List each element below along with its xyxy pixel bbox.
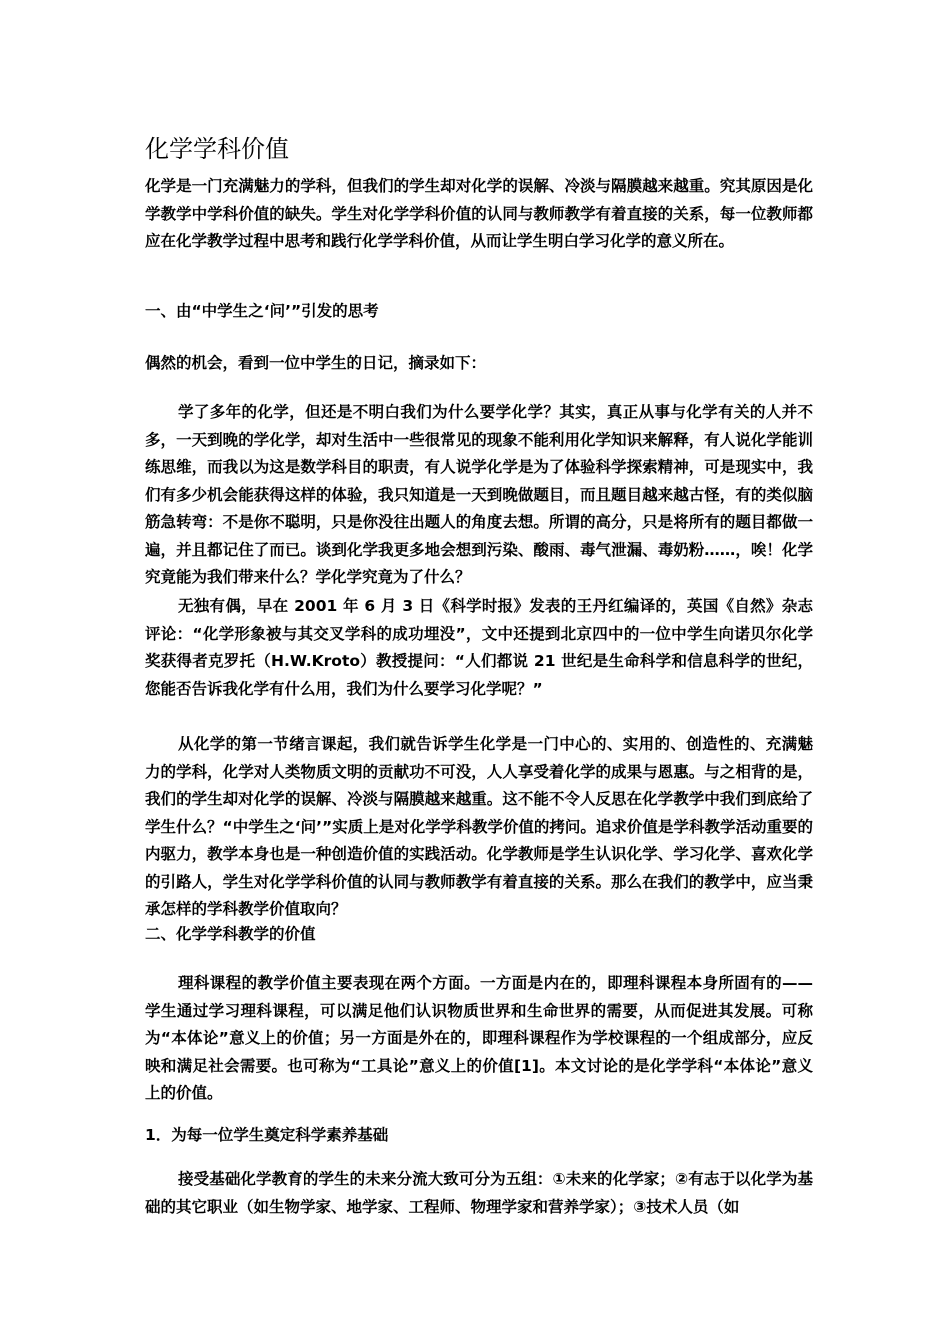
page-title: 化学学科价值	[145, 135, 289, 163]
intro-paragraph: 化学是一门充满魅力的学科，但我们的学生却对化学的误解、冷淡与隔膜越来越重。究其原因是化学教学中学科价值的缺失。学生对化学学科价值的认同与教师教学有着直接的关系，每一位教师都应在化学教学过程中思考和践行化学学科价值，从而让学生明白学习化学的意义所在。	[145, 177, 813, 250]
diary-intro-paragraph: 偶然的机会，看到一位中学生的日记，摘录如下：	[145, 354, 487, 372]
student-groups-paragraph: 接受基础化学教育的学生的未来分流大致可分为五组：①未来的化学家；②有志于以化学为基础的其它职业（如生物学家、地学家、工程师、物理学家和营养学家）；③技术人员（如	[145, 1170, 813, 1216]
section-heading-2: 二、化学学科教学的价值	[145, 925, 316, 943]
subsection-heading-1: 1．为每一位学生奠定科学素养基础	[145, 1126, 389, 1144]
section-heading-1: 一、由“中学生之‘问’”引发的思考	[145, 302, 379, 320]
coincidence-paragraph: 无独有偶，早在 2001 年 6 月 3 日《科学时报》发表的王丹红编译的，英国《自然》杂志评论：“化学形象被与其交叉学科的成功埋没”，文中还提到北京四中的一位中学生向诺贝尔化学奖获得者克罗托（H.W.Kroto）教授提问：“人们都说 21 世纪是生命科学和信息科学的世纪，您能否告诉我化学有什么用，我们为什么要学习化学呢？”	[145, 597, 813, 698]
reflection-paragraph: 从化学的第一节绪言课起，我们就告诉学生化学是一门中心的、实用的、创造性的、充满魅力的学科，化学对人类物质文明的贡献功不可没，人人享受着化学的成果与恩惠。与之相背的是，我们的学生却对化学的误解、冷淡与隔膜越来越重。这不能不令人反思在化学教学中我们到底给了学生什么？“中学生之‘问’”实质上是对化学学科教学价值的拷问。追求价值是学科教学活动重要的内驱力，教学本身也是一种创造价值的实践活动。化学教师是学生认识化学、学习化学、喜欢化学的引路人，学生对化学学科价值的认同与教师教学有着直接的关系。那么在我们的教学中，应当秉承怎样的学科教学价值取向？	[145, 735, 813, 918]
diary-excerpt-paragraph: 学了多年的化学，但还是不明白我们为什么要学化学？其实，真正从事与化学有关的人并不多，一天到晚的学化学，却对生活中一些很常见的现象不能利用化学知识来解释，有人说化学能训练思维，而我以为这是数学科目的职责，有人说学化学是为了体验科学探索精神，可是现实中，我们有多少机会能获得这样的体验，我只知道是一天到晚做题目，而且题目越来越古怪，有的类似脑筋急转弯：不是你不聪明，只是你没往出题人的角度去想。所谓的高分，只是将所有的题目都做一遍，并且都记住了而已。谈到化学我更多地会想到污染、酸雨、毒气泄漏、毒奶粉……，唉！化学究竟能为我们带来什么？学化学究竟为了什么？	[145, 403, 813, 586]
teaching-value-paragraph: 理科课程的教学价值主要表现在两个方面。一方面是内在的，即理科课程本身所固有的——学生通过学习理科课程，可以满足他们认识物质世界和生命世界的需要，从而促进其发展。可称为“本体论”意义上的价值；另一方面是外在的，即理科课程作为学校课程的一个组成部分，应反映和满足社会需要。也可称为“工具论”意义上的价值[1]。本文讨论的是化学学科“本体论”意义上的价值。	[145, 974, 813, 1102]
